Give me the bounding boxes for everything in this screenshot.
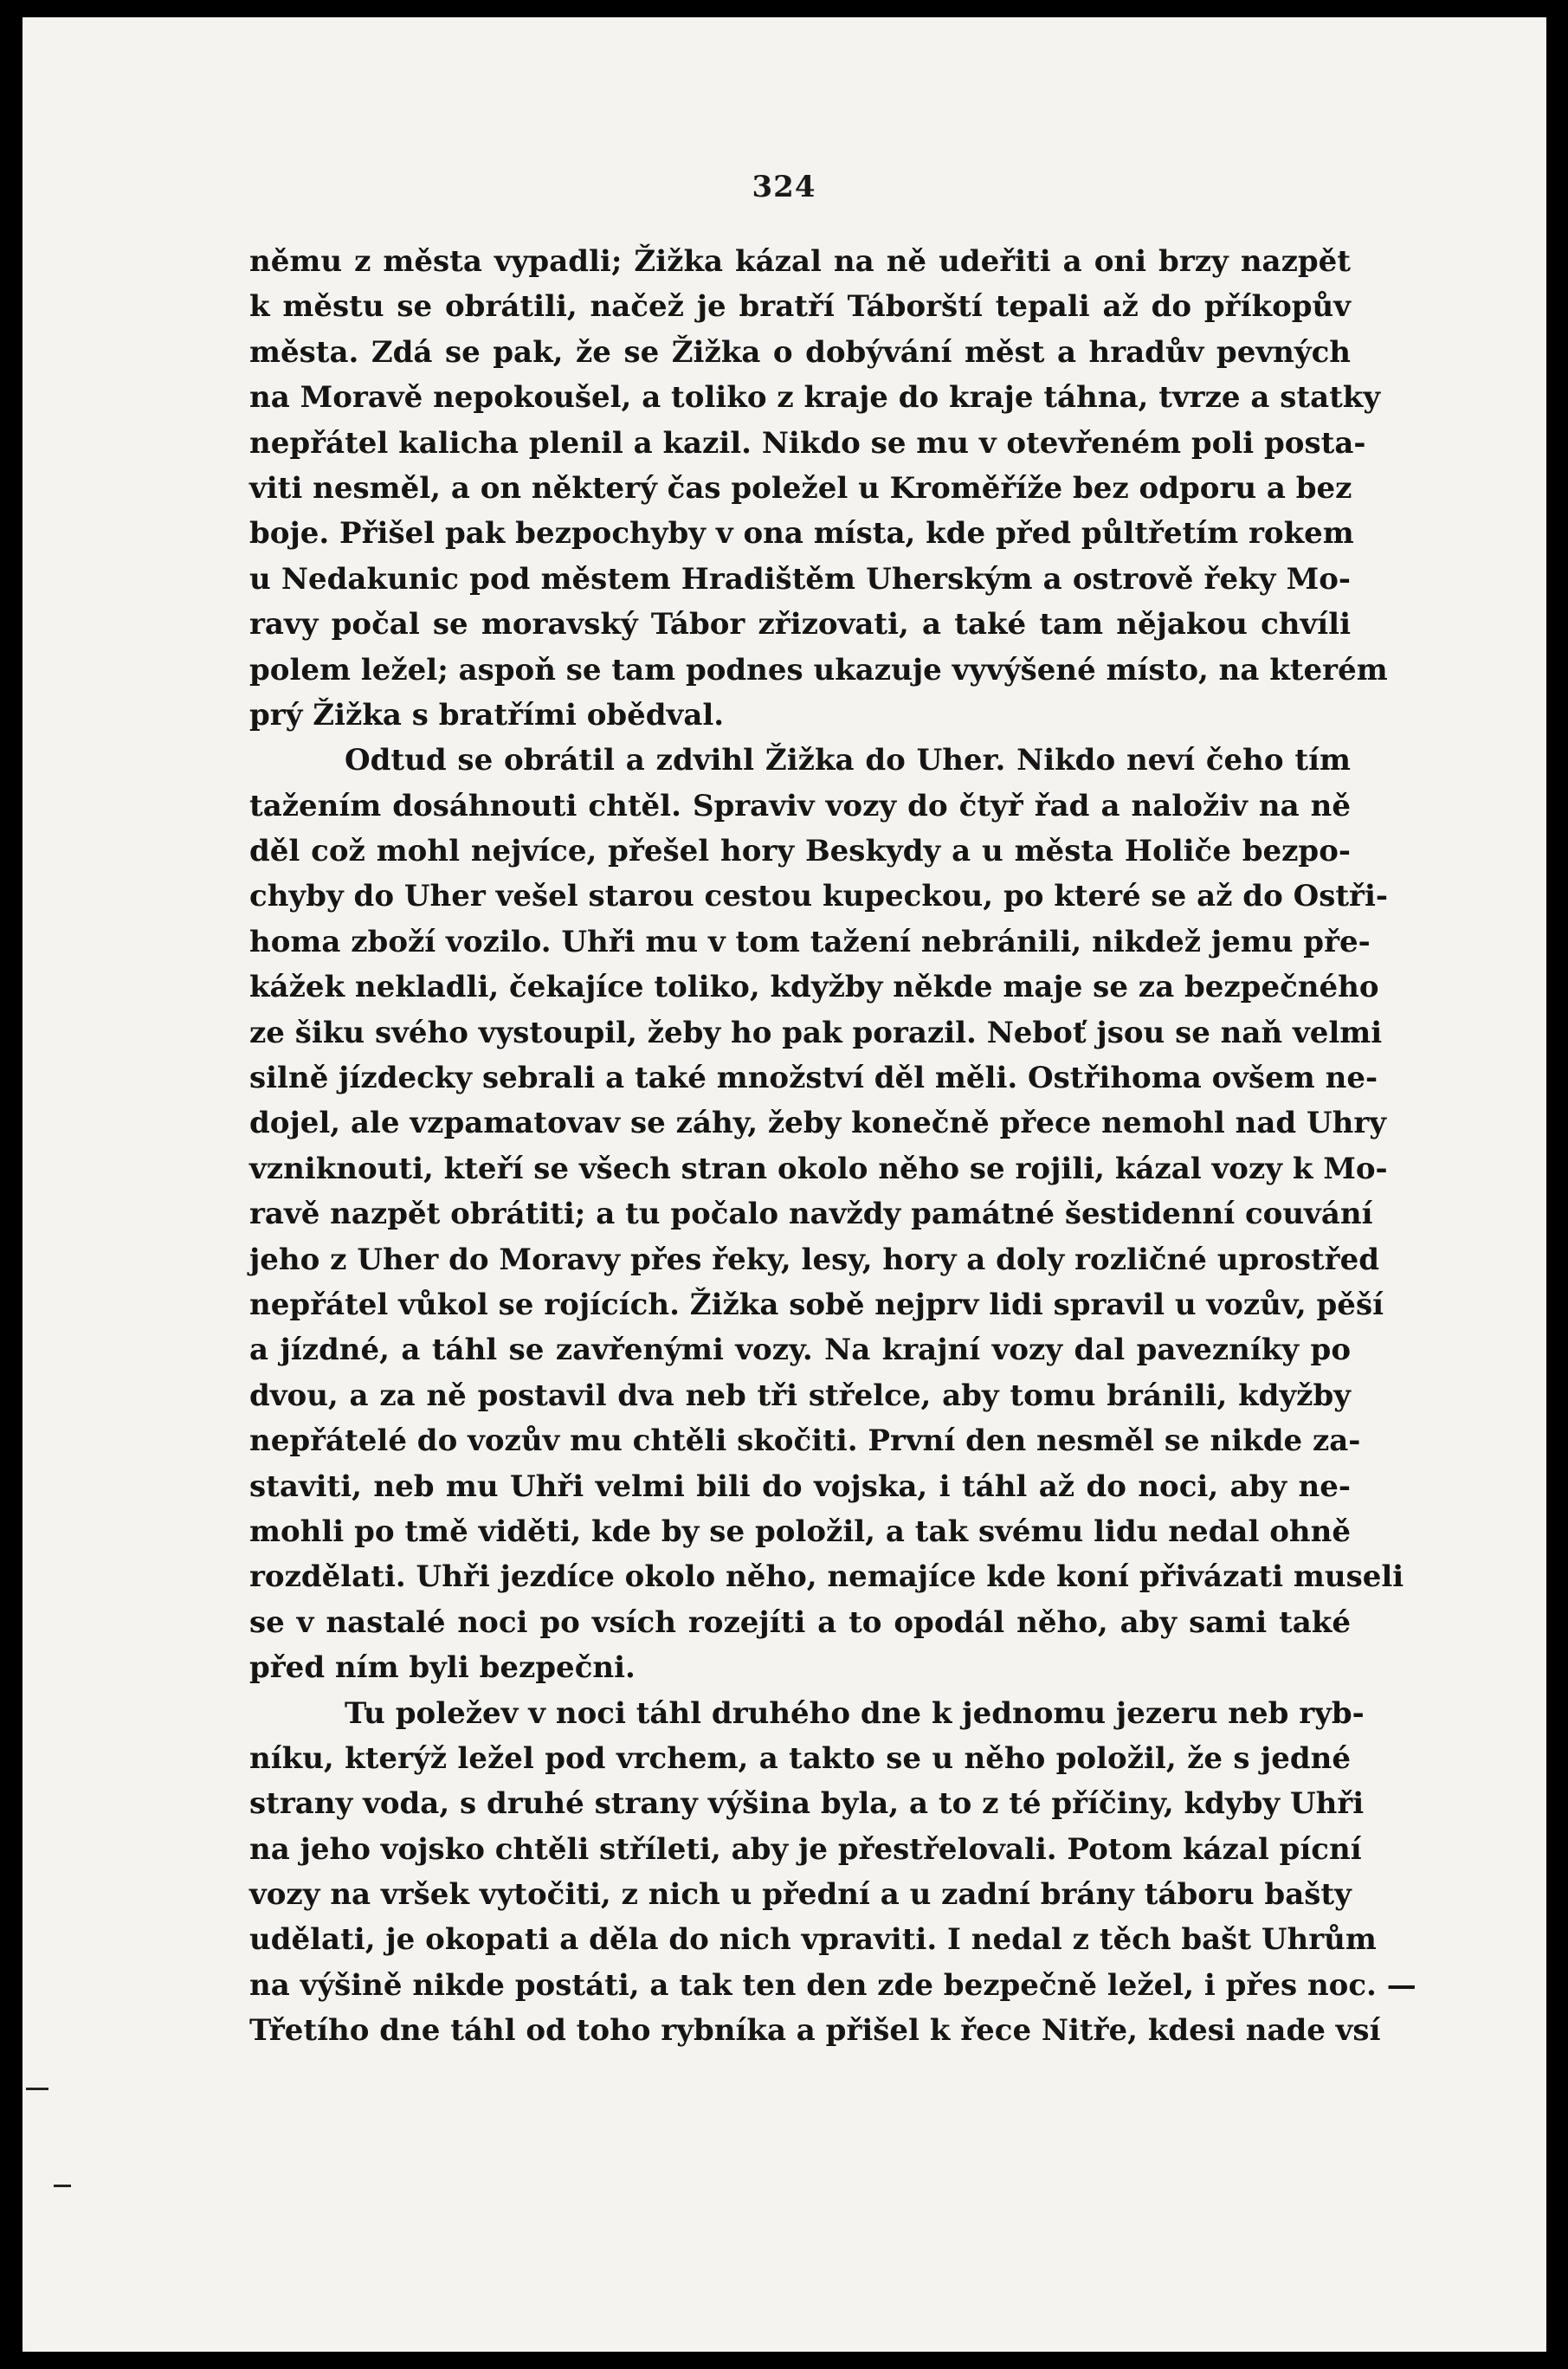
page-number: 324 <box>752 170 816 204</box>
text-line: na výšině nikde postáti, a tak ten den zde bezpečně ležel, i přes noc. — <box>249 1967 1416 2003</box>
text-line: města. Zdá se pak, že se Žižka o dobývání měst a hradův pevných <box>249 334 1351 370</box>
text-line: děl což mohl nejvíce, přešel hory Beskydy a u města Holiče bezpo- <box>249 834 1351 869</box>
text-line: nepřátel kalicha plenil a kazil. Nikdo se mu v otevřeném poli posta- <box>249 425 1366 461</box>
text-line: dvou, a za ně postavil dva neb tři střelce, aby tomu bránili, kdyžby <box>249 1378 1351 1413</box>
margin-mark <box>26 2088 48 2090</box>
margin-mark <box>54 2185 71 2187</box>
text-line: u Nedakunic pod městem Hradištěm Uherským a ostrově řeky Mo- <box>249 561 1351 597</box>
text-line: boje. Přišel pak bezpochyby v ona místa, kde před půltřetím rokem <box>249 516 1354 552</box>
text-line: viti nesměl, a on některý čas poležel u Kroměříže bez odporu a bez <box>249 470 1352 506</box>
text-line: ze šiku svého vystoupil, žeby ho pak porazil. Neboť jsou se naň velmi <box>249 1015 1383 1050</box>
text-line: Tu poležev v noci táhl druhého dne k jednomu jezeru neb ryb- <box>345 1695 1365 1731</box>
text-line: vozy na vršek vytočiti, z nich u přední a u zadní brány táboru bašty <box>249 1877 1352 1913</box>
text-line: rozdělati. Uhři jezdíce okolo něho, nemajíce kde koní přivázati museli <box>249 1559 1404 1595</box>
text-line: nepřátel vůkol se rojících. Žižka sobě nejprv lidi spravil u vozův, pěší <box>249 1287 1384 1322</box>
text-line: jeho z Uher do Moravy přes řeky, lesy, hory a doly rozličné uprostřed <box>249 1242 1379 1277</box>
body-text <box>249 239 1416 2054</box>
text-line: se v nastalé noci po vsích rozejíti a to opodál něho, aby sami také <box>249 1604 1351 1640</box>
text-line: chyby do Uher vešel starou cestou kupeckou, po které se až do Ostři- <box>249 879 1388 914</box>
text-line: vzniknouti, kteří se všech stran okolo něho se rojili, kázal vozy k Mo- <box>249 1151 1388 1186</box>
text-line: Třetího dne táhl od toho rybníka a přišel k řece Nitře, kdesi nade vsí <box>249 2013 1381 2049</box>
text-line: tažením dosáhnouti chtěl. Spraviv vozy do čtyř řad a naloživ na ně <box>249 788 1351 823</box>
text-line: polem ležel; aspoň se tam podnes ukazuje vyvýšené místo, na kterém <box>249 652 1388 687</box>
text-line: nepřátelé do vozův mu chtěli skočiti. První den nesměl se nikde za- <box>249 1423 1361 1459</box>
text-line: dojel, ale vzpamatovav se záhy, žeby konečně přece nemohl nad Uhry <box>249 1106 1387 1141</box>
text-line: na Moravě nepokoušel, a toliko z kraje do kraje táhna, tvrze a statky <box>249 380 1381 416</box>
text-line: ravě nazpět obrátiti; a tu počalo navždy památné šestidenní couvání <box>249 1197 1373 1232</box>
text-line: Odtud se obrátil a zdvihl Žižka do Uher. Nikdo neví čeho tím <box>345 743 1351 778</box>
text-line: silně jízdecky sebrali a také množství děl měli. Ostřihoma ovšem ne- <box>249 1061 1378 1096</box>
text-line: a jízdné, a táhl se zavřenými vozy. Na krajní vozy dal pavezníky po <box>249 1333 1351 1368</box>
text-line: před ním byli bezpečni. <box>249 1650 636 1686</box>
text-line: ravy počal se moravský Tábor zřizovati, a také tam nějakou chvíli <box>249 607 1351 642</box>
text-line: kážek nekladli, čekajíce toliko, kdyžby někde maje se za bezpečného <box>249 970 1379 1005</box>
text-line: němu z města vypadli; Žižka kázal na ně udeřiti a oni brzy nazpět <box>249 244 1351 279</box>
text-line: udělati, je okopati a děla do nich vpraviti. I nedal z těch bašt Uhrům <box>249 1922 1377 1958</box>
text-line: níku, kterýž ležel pod vrchem, a takto se u něho položil, že s jedné <box>249 1740 1351 1776</box>
text-line: strany voda, s druhé strany výšina byla, a to z té příčiny, kdyby Uhři <box>249 1786 1365 1822</box>
text-line: na jeho vojsko chtěli stříleti, aby je přestřelovali. Potom kázal pícní <box>249 1831 1362 1867</box>
text-line: homa zboží vozilo. Uhři mu v tom tažení nebránili, nikdež jemu pře- <box>249 924 1371 959</box>
text-line: staviti, neb mu Uhři velmi bili do vojska, i táhl až do noci, aby ne- <box>249 1469 1351 1504</box>
text-line: k městu se obrátili, načež je bratří Táborští tepali až do příkopův <box>249 289 1351 325</box>
text-line: prý Žižka s bratřími obědval. <box>249 697 725 733</box>
text-line: mohli po tmě viděti, kde by se položil, a tak svému lidu nedal ohně <box>249 1514 1351 1549</box>
